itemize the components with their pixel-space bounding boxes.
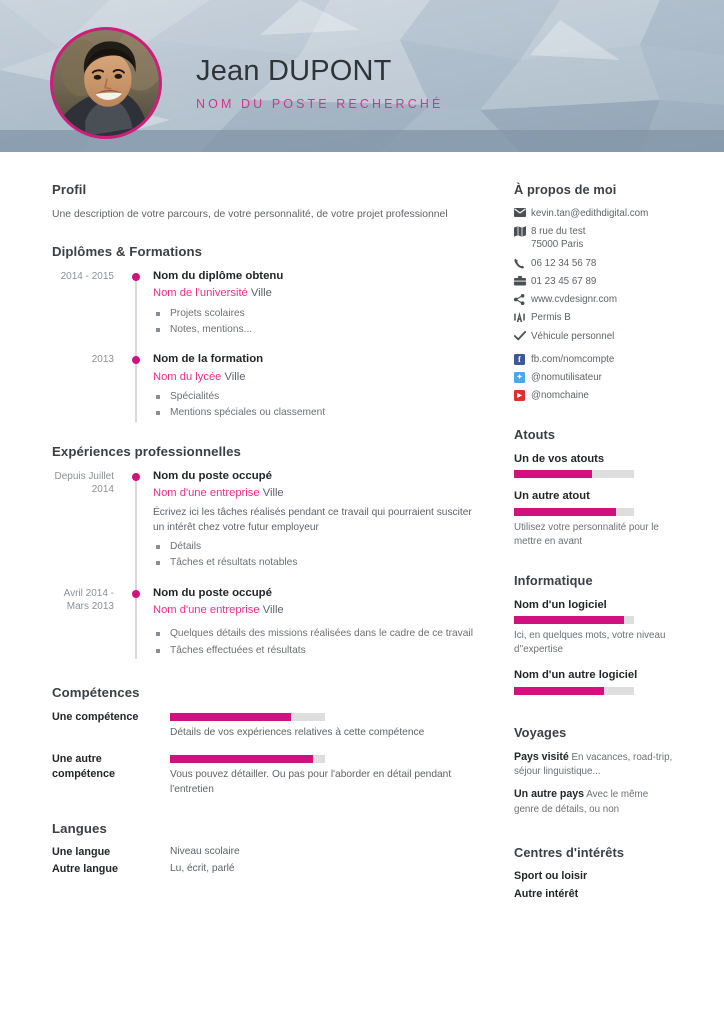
education-org-name: Nom de l'université <box>153 287 248 300</box>
profil-text: Une description de votre parcours, de votre personnalité, de votre projet professionnel <box>52 209 448 220</box>
education-city: Ville <box>250 287 272 300</box>
atout-bar-track <box>514 470 634 478</box>
section-experience <box>52 444 482 659</box>
contact-address-text <box>531 225 674 251</box>
right-column <box>514 182 674 922</box>
avatar-photo <box>53 30 159 136</box>
competence-desc: Détails de vos expériences relatives à cette compétence <box>170 726 425 738</box>
address-line2: 75000 Paris <box>531 239 584 251</box>
experience-body <box>130 469 482 572</box>
competence-detail <box>170 752 482 797</box>
address-line1: 8 rue du test <box>531 226 586 238</box>
atout-name: Un autre atout <box>514 490 590 503</box>
job-title: NOM DU POSTE RECHERCHÉ <box>196 97 444 111</box>
list-item: Notes, mentions... <box>153 322 482 337</box>
experience-date: Avril 2014 - Mars 2013 <box>63 587 114 613</box>
experience-item <box>52 469 482 572</box>
logiciel-name: Nom d'un autre logiciel <box>514 669 638 682</box>
atout-bar-track <box>514 508 634 516</box>
first-name: Jean <box>196 55 260 87</box>
voyage-detail: En vacances, road-trip, séjour linguistique... <box>514 751 673 777</box>
social-facebook-label: fb.com/nomcompte <box>531 353 615 365</box>
avatar <box>50 27 162 139</box>
twitter-icon: ✦ <box>514 372 531 383</box>
social-twitter[interactable] <box>514 372 674 383</box>
langues-heading: Langues <box>52 821 107 837</box>
contact-license <box>514 311 674 324</box>
education-date: 2014 - 2015 <box>60 271 114 283</box>
experience-org-name: Nom d'une entreprise <box>153 604 260 617</box>
list-item: Quelques détails des missions réalisées dans le cadre de ce travail <box>153 626 482 641</box>
education-item <box>52 352 482 421</box>
logiciel-bar-fill <box>514 616 624 624</box>
experience-org-name: Nom d'une entreprise <box>153 486 260 499</box>
contact-address <box>514 225 674 251</box>
education-title: Nom du diplôme obtenu <box>153 270 284 283</box>
list-item: Spécialités <box>153 389 482 404</box>
social-list <box>514 354 674 401</box>
list-item: Projets scolaires <box>153 306 482 321</box>
page-title <box>196 55 443 88</box>
phone-icon <box>514 257 531 269</box>
voyage-place: Pays visité <box>514 750 569 763</box>
list-item: Tâches et résultats notables <box>153 555 482 570</box>
experience-title: Nom du poste occupé <box>153 586 272 599</box>
competence-desc: Vous pouvez détailler. Ou pas pour l'aborder en détail pendant l'entretien <box>170 769 452 795</box>
atouts-heading: Atouts <box>514 426 556 442</box>
voyage-item <box>514 750 674 780</box>
portrait-illustration <box>53 30 159 136</box>
competences-heading: Compétences <box>52 684 140 700</box>
timeline-dot <box>132 590 140 598</box>
competence-row <box>52 752 482 797</box>
langue-row <box>52 846 482 858</box>
list-item: Détails <box>153 539 482 554</box>
langue-name: Autre langue <box>52 863 118 876</box>
langue-row <box>52 863 482 875</box>
timeline-dot <box>132 473 140 481</box>
list-item: Mentions spéciales ou classement <box>153 405 482 420</box>
voyage-detail: Avec le même genre de détails, ou non <box>514 789 649 815</box>
education-body <box>130 352 482 421</box>
atout-bar-fill <box>514 508 616 516</box>
experience-city: Ville <box>262 604 284 617</box>
langue-level: Niveau scolaire <box>170 846 240 858</box>
langue-level: Lu, écrit, parlé <box>170 863 235 875</box>
section-about <box>514 182 674 401</box>
voyage-place: Un autre pays <box>514 788 585 801</box>
section-profil <box>52 182 482 222</box>
facebook-icon: f <box>514 354 531 365</box>
contact-mobile-text: 06 12 34 56 78 <box>531 257 597 269</box>
experience-desc: Écrivez ici les tâches réalisés pendant ce travail qui pourraient susciter un intérêt chez votre futur employeur <box>153 507 472 533</box>
experience-org <box>153 485 482 501</box>
section-competences <box>52 685 482 797</box>
education-body <box>130 269 482 338</box>
education-org-name: Nom du lycée <box>153 370 222 383</box>
education-timeline <box>52 269 482 421</box>
experience-bullets <box>153 626 482 658</box>
education-item <box>52 269 482 338</box>
experience-org <box>153 602 482 618</box>
logiciel-bar-track <box>514 687 634 695</box>
contact-email-text: kevin.tan@edithdigital.com <box>531 208 649 219</box>
contact-list <box>514 207 674 343</box>
experience-date: Depuis Juillet 2014 <box>54 470 114 496</box>
education-bullets <box>153 306 482 338</box>
envelope-icon <box>514 207 531 217</box>
interets-heading: Centres d'intérêts <box>514 844 625 860</box>
contact-license-text: Permis B <box>531 312 571 324</box>
education-org <box>153 369 482 385</box>
experience-item <box>52 586 482 659</box>
competence-name: Une compétence <box>52 710 139 723</box>
experience-title: Nom du poste occupé <box>153 469 272 482</box>
section-informatique <box>514 573 674 695</box>
cv-header <box>0 0 724 152</box>
logiciel-bar-track <box>514 616 634 624</box>
logiciel-desc: Ici, en quelques mots, votre niveau d''expertise <box>514 630 666 656</box>
education-title: Nom de la formation <box>153 353 264 366</box>
contact-email[interactable] <box>514 207 674 220</box>
experience-heading: Expériences professionnelles <box>52 443 241 459</box>
social-facebook[interactable] <box>514 354 674 365</box>
last-name: DUPONT <box>267 55 392 87</box>
briefcase-icon <box>514 275 531 286</box>
social-twitter-label: @nomutilisateur <box>531 371 602 383</box>
contact-work-phone-text: 01 23 45 67 89 <box>531 275 597 287</box>
check-icon <box>514 330 531 341</box>
competence-bar-track <box>170 713 325 721</box>
map-icon <box>514 225 531 237</box>
cv-content <box>0 152 724 900</box>
atout-item <box>514 452 674 479</box>
contact-vehicle-text: Véhicule personnel <box>531 330 615 342</box>
education-city: Ville <box>224 370 246 383</box>
logiciel-bar-fill <box>514 687 604 695</box>
competence-bar-fill <box>170 755 313 763</box>
section-education <box>52 244 482 421</box>
experience-city: Ville <box>262 486 284 499</box>
education-bullets <box>153 389 482 421</box>
atout-desc: Utilisez votre personnalité pour le mettre en avant <box>514 521 659 547</box>
atout-name: Un de vos atouts <box>514 452 605 465</box>
header-text <box>196 55 443 111</box>
competence-bar-track <box>170 755 325 763</box>
logiciel-name: Nom d'un logiciel <box>514 598 607 611</box>
competence-row <box>52 710 482 740</box>
contact-website[interactable] <box>514 293 674 306</box>
profil-heading: Profil <box>52 182 87 197</box>
section-interets <box>514 845 674 900</box>
informatique-heading: Informatique <box>514 572 593 588</box>
interet-item: Sport ou loisir <box>514 869 588 882</box>
voyages-heading: Voyages <box>514 724 567 740</box>
section-langues <box>52 821 482 875</box>
social-youtube-label: @nomchaine <box>531 389 589 401</box>
competence-bar-fill <box>170 713 291 721</box>
competence-name: Une autre compétence <box>52 753 116 780</box>
youtube-icon: ▶ <box>514 390 531 401</box>
logiciel-item <box>514 668 674 695</box>
share-icon <box>514 293 531 305</box>
contact-website-text: www.cvdesignr.com <box>531 294 618 306</box>
experience-bullets <box>153 539 482 571</box>
contact-mobile[interactable] <box>514 257 674 270</box>
logiciel-item <box>514 598 674 657</box>
langue-name: Une langue <box>52 846 111 859</box>
competence-detail <box>170 710 482 740</box>
education-heading: Diplômes & Formations <box>52 244 203 260</box>
list-item: Tâches effectuées et résultats <box>153 643 482 658</box>
atout-item <box>514 489 674 548</box>
education-org <box>153 285 482 301</box>
left-column <box>52 182 482 897</box>
license-icon <box>514 311 531 322</box>
social-youtube[interactable] <box>514 390 674 401</box>
interet-item: Autre intérêt <box>514 887 579 900</box>
section-voyages <box>514 725 674 817</box>
atout-bar-fill <box>514 470 592 478</box>
contact-vehicle <box>514 330 674 343</box>
experience-body <box>130 586 482 659</box>
experience-timeline <box>52 469 482 659</box>
about-heading: À propos de moi <box>514 182 617 197</box>
contact-work-phone[interactable] <box>514 275 674 288</box>
education-date: 2013 <box>91 354 114 366</box>
voyage-item <box>514 787 674 817</box>
section-atouts <box>514 427 674 549</box>
